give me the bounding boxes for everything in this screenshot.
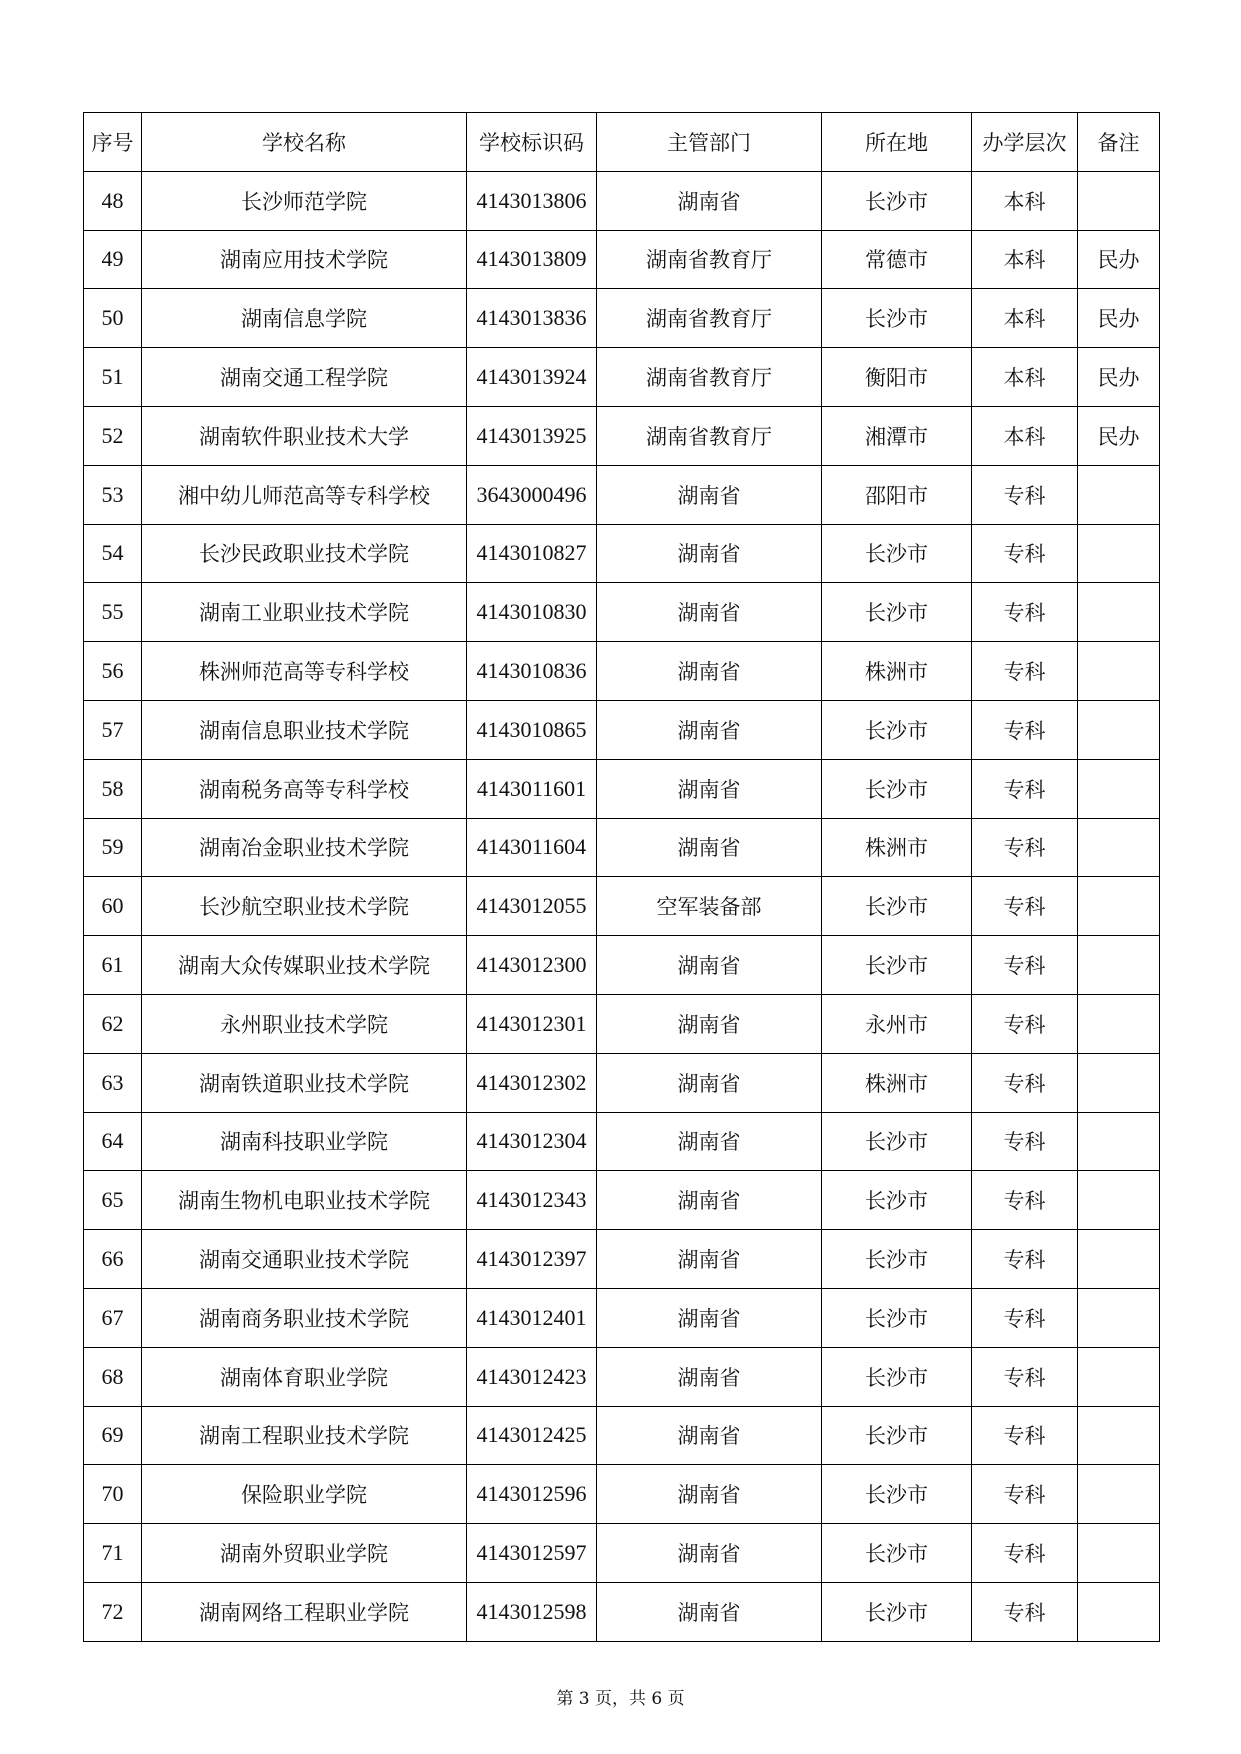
cell-remark	[1078, 877, 1160, 936]
cell-school-name: 湖南网络工程职业学院	[142, 1582, 467, 1641]
table-row	[84, 583, 1160, 642]
cell-department: 湖南省	[597, 642, 822, 701]
cell-department: 空军装备部	[597, 877, 822, 936]
table-row	[84, 406, 1160, 465]
cell-remark: 民办	[1078, 406, 1160, 465]
table-row	[84, 818, 1160, 877]
cell-level: 专科	[972, 818, 1078, 877]
cell-department: 湖南省	[597, 583, 822, 642]
cell-school-name: 永州职业技术学院	[142, 994, 467, 1053]
cell-school-name: 湖南软件职业技术大学	[142, 406, 467, 465]
table-row	[84, 1112, 1160, 1171]
cell-school-code: 4143012397	[467, 1230, 597, 1289]
cell-remark	[1078, 171, 1160, 230]
cell-school-code: 4143010830	[467, 583, 597, 642]
table-row	[84, 994, 1160, 1053]
cell-location: 长沙市	[822, 524, 972, 583]
cell-school-name: 湖南交通工程学院	[142, 348, 467, 407]
cell-location: 长沙市	[822, 1347, 972, 1406]
cell-department: 湖南省	[597, 524, 822, 583]
cell-remark: 民办	[1078, 230, 1160, 289]
cell-school-name: 湖南铁道职业技术学院	[142, 1053, 467, 1112]
cell-seq: 67	[84, 1288, 142, 1347]
cell-location: 衡阳市	[822, 348, 972, 407]
cell-level: 专科	[972, 700, 1078, 759]
cell-remark	[1078, 936, 1160, 995]
cell-remark	[1078, 1347, 1160, 1406]
cell-school-name: 湖南商务职业技术学院	[142, 1288, 467, 1347]
cell-department: 湖南省	[597, 759, 822, 818]
cell-seq: 59	[84, 818, 142, 877]
table-row	[84, 524, 1160, 583]
cell-school-name: 湖南税务高等专科学校	[142, 759, 467, 818]
cell-department: 湖南省	[597, 1288, 822, 1347]
cell-seq: 49	[84, 230, 142, 289]
cell-school-name: 长沙师范学院	[142, 171, 467, 230]
cell-department: 湖南省	[597, 1406, 822, 1465]
cell-level: 专科	[972, 877, 1078, 936]
cell-remark	[1078, 1171, 1160, 1230]
cell-department: 湖南省	[597, 1112, 822, 1171]
cell-seq: 64	[84, 1112, 142, 1171]
cell-remark: 民办	[1078, 348, 1160, 407]
cell-remark	[1078, 700, 1160, 759]
cell-level: 专科	[972, 1524, 1078, 1583]
cell-department: 湖南省	[597, 1347, 822, 1406]
cell-location: 长沙市	[822, 583, 972, 642]
cell-department: 湖南省教育厅	[597, 348, 822, 407]
cell-school-code: 4143010836	[467, 642, 597, 701]
cell-seq: 54	[84, 524, 142, 583]
cell-level: 专科	[972, 1465, 1078, 1524]
table-row	[84, 1288, 1160, 1347]
header-school-name: 学校名称	[142, 113, 467, 172]
cell-department: 湖南省	[597, 1053, 822, 1112]
cell-school-code: 4143012598	[467, 1582, 597, 1641]
cell-level: 专科	[972, 642, 1078, 701]
cell-remark	[1078, 1288, 1160, 1347]
cell-school-code: 4143013925	[467, 406, 597, 465]
table-row	[84, 1406, 1160, 1465]
cell-location: 常德市	[822, 230, 972, 289]
cell-school-code: 4143012423	[467, 1347, 597, 1406]
cell-seq: 50	[84, 289, 142, 348]
table-row	[84, 230, 1160, 289]
cell-department: 湖南省	[597, 818, 822, 877]
page-number: 第 3 页，共 6 页	[556, 1689, 685, 1709]
header-level: 办学层次	[972, 113, 1078, 172]
cell-level: 专科	[972, 1112, 1078, 1171]
header-school-code: 学校标识码	[467, 113, 597, 172]
cell-remark	[1078, 1406, 1160, 1465]
cell-level: 专科	[972, 1171, 1078, 1230]
cell-location: 株洲市	[822, 642, 972, 701]
table-row	[84, 1171, 1160, 1230]
cell-school-name: 湖南工程职业技术学院	[142, 1406, 467, 1465]
cell-location: 长沙市	[822, 1524, 972, 1583]
cell-seq: 70	[84, 1465, 142, 1524]
cell-level: 专科	[972, 759, 1078, 818]
cell-level: 本科	[972, 348, 1078, 407]
cell-remark	[1078, 818, 1160, 877]
cell-seq: 69	[84, 1406, 142, 1465]
cell-location: 长沙市	[822, 1465, 972, 1524]
cell-seq: 51	[84, 348, 142, 407]
cell-school-name: 湖南信息职业技术学院	[142, 700, 467, 759]
cell-school-code: 4143013836	[467, 289, 597, 348]
cell-seq: 60	[84, 877, 142, 936]
cell-remark	[1078, 1053, 1160, 1112]
table-row	[84, 1053, 1160, 1112]
cell-department: 湖南省	[597, 1171, 822, 1230]
cell-school-code: 4143012401	[467, 1288, 597, 1347]
cell-school-name: 湖南信息学院	[142, 289, 467, 348]
cell-level: 专科	[972, 583, 1078, 642]
cell-seq: 66	[84, 1230, 142, 1289]
table-row	[84, 1230, 1160, 1289]
table-row	[84, 759, 1160, 818]
cell-school-name: 湖南科技职业学院	[142, 1112, 467, 1171]
cell-location: 长沙市	[822, 759, 972, 818]
cell-location: 长沙市	[822, 171, 972, 230]
cell-seq: 63	[84, 1053, 142, 1112]
cell-school-code: 3643000496	[467, 465, 597, 524]
cell-seq: 62	[84, 994, 142, 1053]
cell-school-code: 4143013809	[467, 230, 597, 289]
cell-school-name: 湖南冶金职业技术学院	[142, 818, 467, 877]
cell-seq: 53	[84, 465, 142, 524]
cell-school-code: 4143011604	[467, 818, 597, 877]
cell-school-name: 长沙航空职业技术学院	[142, 877, 467, 936]
header-department: 主管部门	[597, 113, 822, 172]
cell-department: 湖南省	[597, 1524, 822, 1583]
cell-remark	[1078, 1524, 1160, 1583]
cell-seq: 65	[84, 1171, 142, 1230]
cell-seq: 55	[84, 583, 142, 642]
cell-location: 湘潭市	[822, 406, 972, 465]
cell-school-code: 4143012425	[467, 1406, 597, 1465]
cell-school-code: 4143012304	[467, 1112, 597, 1171]
cell-school-name: 湖南应用技术学院	[142, 230, 467, 289]
cell-level: 专科	[972, 994, 1078, 1053]
cell-school-code: 4143013924	[467, 348, 597, 407]
cell-seq: 58	[84, 759, 142, 818]
cell-remark	[1078, 583, 1160, 642]
table-body	[84, 171, 1160, 1641]
cell-school-name: 湖南交通职业技术学院	[142, 1230, 467, 1289]
cell-level: 本科	[972, 406, 1078, 465]
cell-school-code: 4143010827	[467, 524, 597, 583]
cell-level: 专科	[972, 524, 1078, 583]
cell-department: 湖南省	[597, 1582, 822, 1641]
header-seq: 序号	[84, 113, 142, 172]
cell-school-name: 湖南外贸职业学院	[142, 1524, 467, 1583]
cell-remark	[1078, 759, 1160, 818]
table-row	[84, 936, 1160, 995]
cell-school-code: 4143012301	[467, 994, 597, 1053]
cell-level: 专科	[972, 1230, 1078, 1289]
cell-level: 专科	[972, 1053, 1078, 1112]
cell-remark	[1078, 465, 1160, 524]
cell-remark	[1078, 1230, 1160, 1289]
cell-department: 湖南省	[597, 1230, 822, 1289]
cell-seq: 61	[84, 936, 142, 995]
cell-department: 湖南省	[597, 465, 822, 524]
table-row	[84, 1582, 1160, 1641]
cell-department: 湖南省	[597, 171, 822, 230]
cell-seq: 71	[84, 1524, 142, 1583]
cell-school-code: 4143012596	[467, 1465, 597, 1524]
cell-level: 专科	[972, 465, 1078, 524]
table-row	[84, 171, 1160, 230]
cell-school-code: 4143012343	[467, 1171, 597, 1230]
cell-level: 专科	[972, 1406, 1078, 1465]
table-row	[84, 877, 1160, 936]
cell-seq: 56	[84, 642, 142, 701]
cell-location: 长沙市	[822, 289, 972, 348]
cell-seq: 68	[84, 1347, 142, 1406]
cell-location: 长沙市	[822, 1582, 972, 1641]
cell-level: 专科	[972, 1288, 1078, 1347]
cell-remark	[1078, 524, 1160, 583]
table-row	[84, 700, 1160, 759]
cell-location: 长沙市	[822, 936, 972, 995]
cell-seq: 57	[84, 700, 142, 759]
cell-school-name: 湖南大众传媒职业技术学院	[142, 936, 467, 995]
cell-department: 湖南省	[597, 994, 822, 1053]
cell-school-code: 4143012300	[467, 936, 597, 995]
cell-school-name: 长沙民政职业技术学院	[142, 524, 467, 583]
cell-level: 专科	[972, 936, 1078, 995]
cell-remark	[1078, 642, 1160, 701]
school-list-table	[83, 112, 1160, 1642]
table-header-row	[84, 113, 1160, 172]
cell-level: 本科	[972, 289, 1078, 348]
cell-level: 专科	[972, 1582, 1078, 1641]
cell-school-name: 湖南生物机电职业技术学院	[142, 1171, 467, 1230]
table-row	[84, 1465, 1160, 1524]
cell-seq: 72	[84, 1582, 142, 1641]
cell-level: 本科	[972, 171, 1078, 230]
cell-location: 株洲市	[822, 818, 972, 877]
cell-location: 长沙市	[822, 1288, 972, 1347]
cell-school-code: 4143012302	[467, 1053, 597, 1112]
table-row	[84, 1347, 1160, 1406]
cell-location: 长沙市	[822, 1171, 972, 1230]
table-row	[84, 348, 1160, 407]
cell-seq: 48	[84, 171, 142, 230]
header-location: 所在地	[822, 113, 972, 172]
table-row	[84, 289, 1160, 348]
cell-department: 湖南省教育厅	[597, 289, 822, 348]
cell-location: 长沙市	[822, 1406, 972, 1465]
cell-department: 湖南省教育厅	[597, 406, 822, 465]
cell-location: 长沙市	[822, 700, 972, 759]
cell-location: 长沙市	[822, 1230, 972, 1289]
cell-school-code: 4143013806	[467, 171, 597, 230]
table-row	[84, 1524, 1160, 1583]
cell-school-name: 湖南体育职业学院	[142, 1347, 467, 1406]
cell-location: 株洲市	[822, 1053, 972, 1112]
header-remark: 备注	[1078, 113, 1160, 172]
cell-remark	[1078, 1112, 1160, 1171]
cell-location: 长沙市	[822, 877, 972, 936]
cell-department: 湖南省	[597, 700, 822, 759]
cell-remark: 民办	[1078, 289, 1160, 348]
cell-location: 长沙市	[822, 1112, 972, 1171]
cell-department: 湖南省	[597, 936, 822, 995]
cell-school-name: 湘中幼儿师范高等专科学校	[142, 465, 467, 524]
cell-level: 本科	[972, 230, 1078, 289]
cell-remark	[1078, 1582, 1160, 1641]
cell-location: 永州市	[822, 994, 972, 1053]
cell-school-code: 4143012055	[467, 877, 597, 936]
table-row	[84, 465, 1160, 524]
cell-school-name: 保险职业学院	[142, 1465, 467, 1524]
cell-seq: 52	[84, 406, 142, 465]
cell-department: 湖南省	[597, 1465, 822, 1524]
cell-school-code: 4143012597	[467, 1524, 597, 1583]
cell-school-code: 4143011601	[467, 759, 597, 818]
cell-location: 邵阳市	[822, 465, 972, 524]
cell-department: 湖南省教育厅	[597, 230, 822, 289]
cell-level: 专科	[972, 1347, 1078, 1406]
table-row	[84, 642, 1160, 701]
cell-school-name: 湖南工业职业技术学院	[142, 583, 467, 642]
cell-school-code: 4143010865	[467, 700, 597, 759]
cell-school-name: 株洲师范高等专科学校	[142, 642, 467, 701]
cell-remark	[1078, 1465, 1160, 1524]
cell-remark	[1078, 994, 1160, 1053]
